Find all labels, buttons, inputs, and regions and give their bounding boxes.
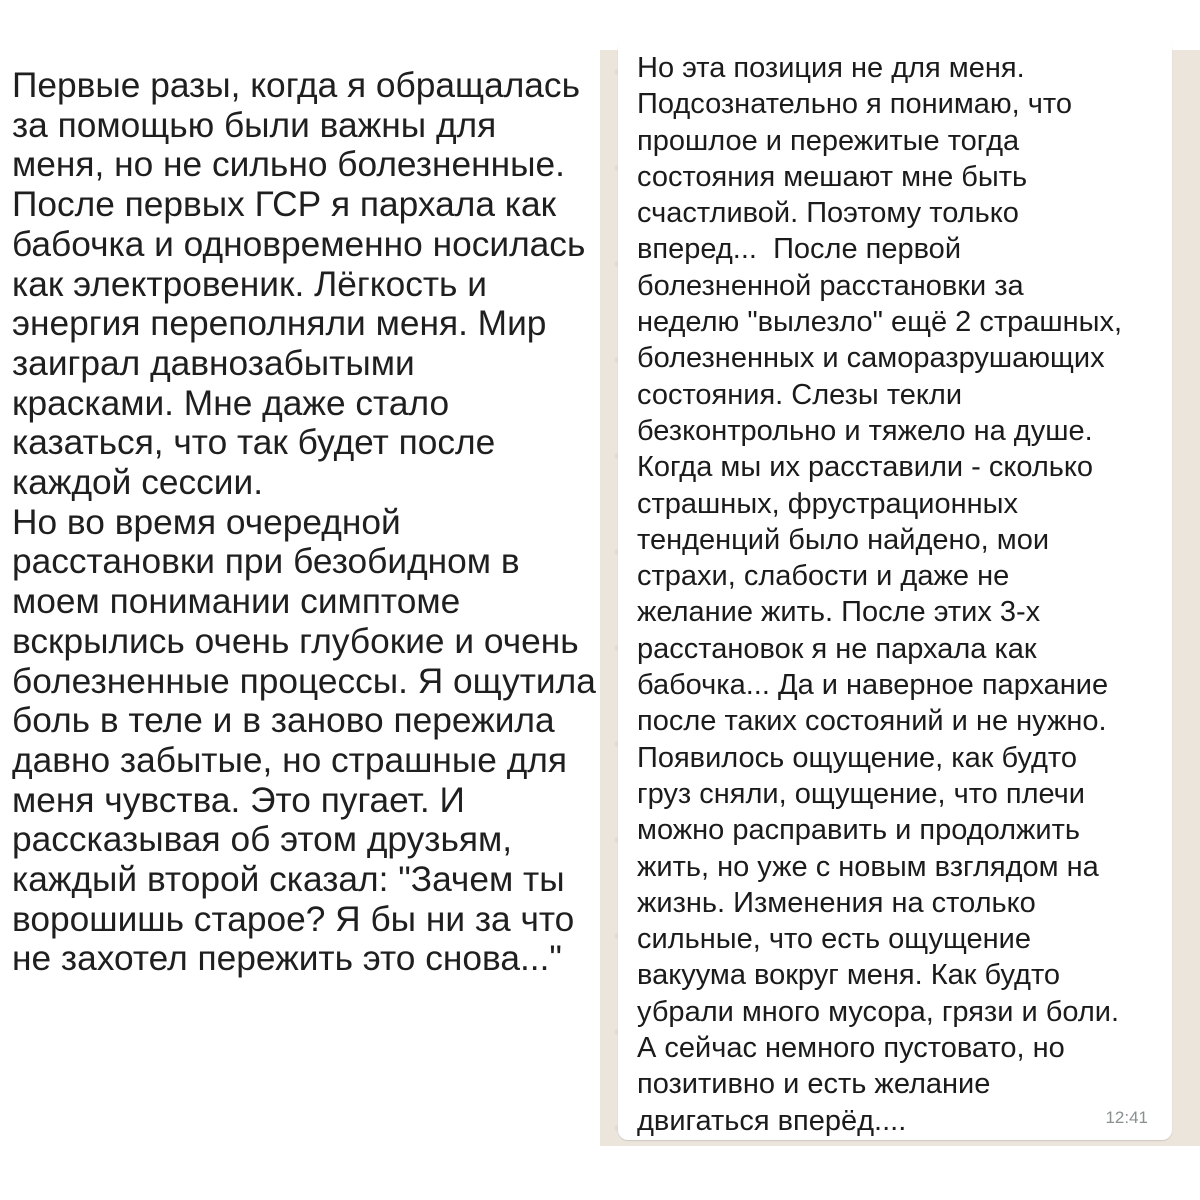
left-message-panel (0, 54, 604, 1150)
message-timestamp: 12:41 (1105, 1108, 1148, 1127)
chat-message-text: Но эта позиция не для меня. Подсознательно я понимаю, что прошлое и пережитые тогда состояния мешают мне быть счастливой. Поэтому только вперед... После первой болезненной расстановки за неделю "вылезло" ещё 2 страшных, болезненных и саморазрушающих состояния. Слезы текли безконтрольно и тяжело на душе. Когда мы их расставили - сколько страшных, фрустрационных тенденций было найдено, мои страхи, слабости и даже не желание жить. После этих 3-х расстановок я не пархала как бабочка... Да и наверное пархание после таких состояний и не нужно. Появилось ощущение, как будто груз сняли, ощущение, что плечи можно расправить и продолжить жить, но уже с новым взглядом на жизнь. Изменения на столько сильные, что есть ощущение вакуума вокруг меня. Как будто убрали много мусора, грязи и боли. А сейчас немного пустовато, но позитивно и есть желание двигаться вперёд.... (637, 52, 1123, 1137)
left-message-text: Первые разы, когда я обращалась за помощью были важны для меня, но не сильно болезненные. После первых ГСР я пархала как бабочка и одновременно носилась как электровеник. Лёгкость и энергия переполняли меня. Мир заиграл давнозабытыми красками. Мне даже стало казаться, что так будет после каждой сессии. Но во время очередной расстановки при безобидном в моем понимании симптоме вскрылись очень глубокие и очень болезненные процессы. Я ощутила боль в теле и в заново пережила давно забытые, но страшные для меня чувства. Это пугает. И рассказывая об этом друзьям, каждый второй сказал: "Зачем ты ворошишь старое? Я бы ни за что не захотел пережить это снова..." (12, 66, 596, 979)
chat-message-bubble[interactable] (618, 36, 1172, 1140)
